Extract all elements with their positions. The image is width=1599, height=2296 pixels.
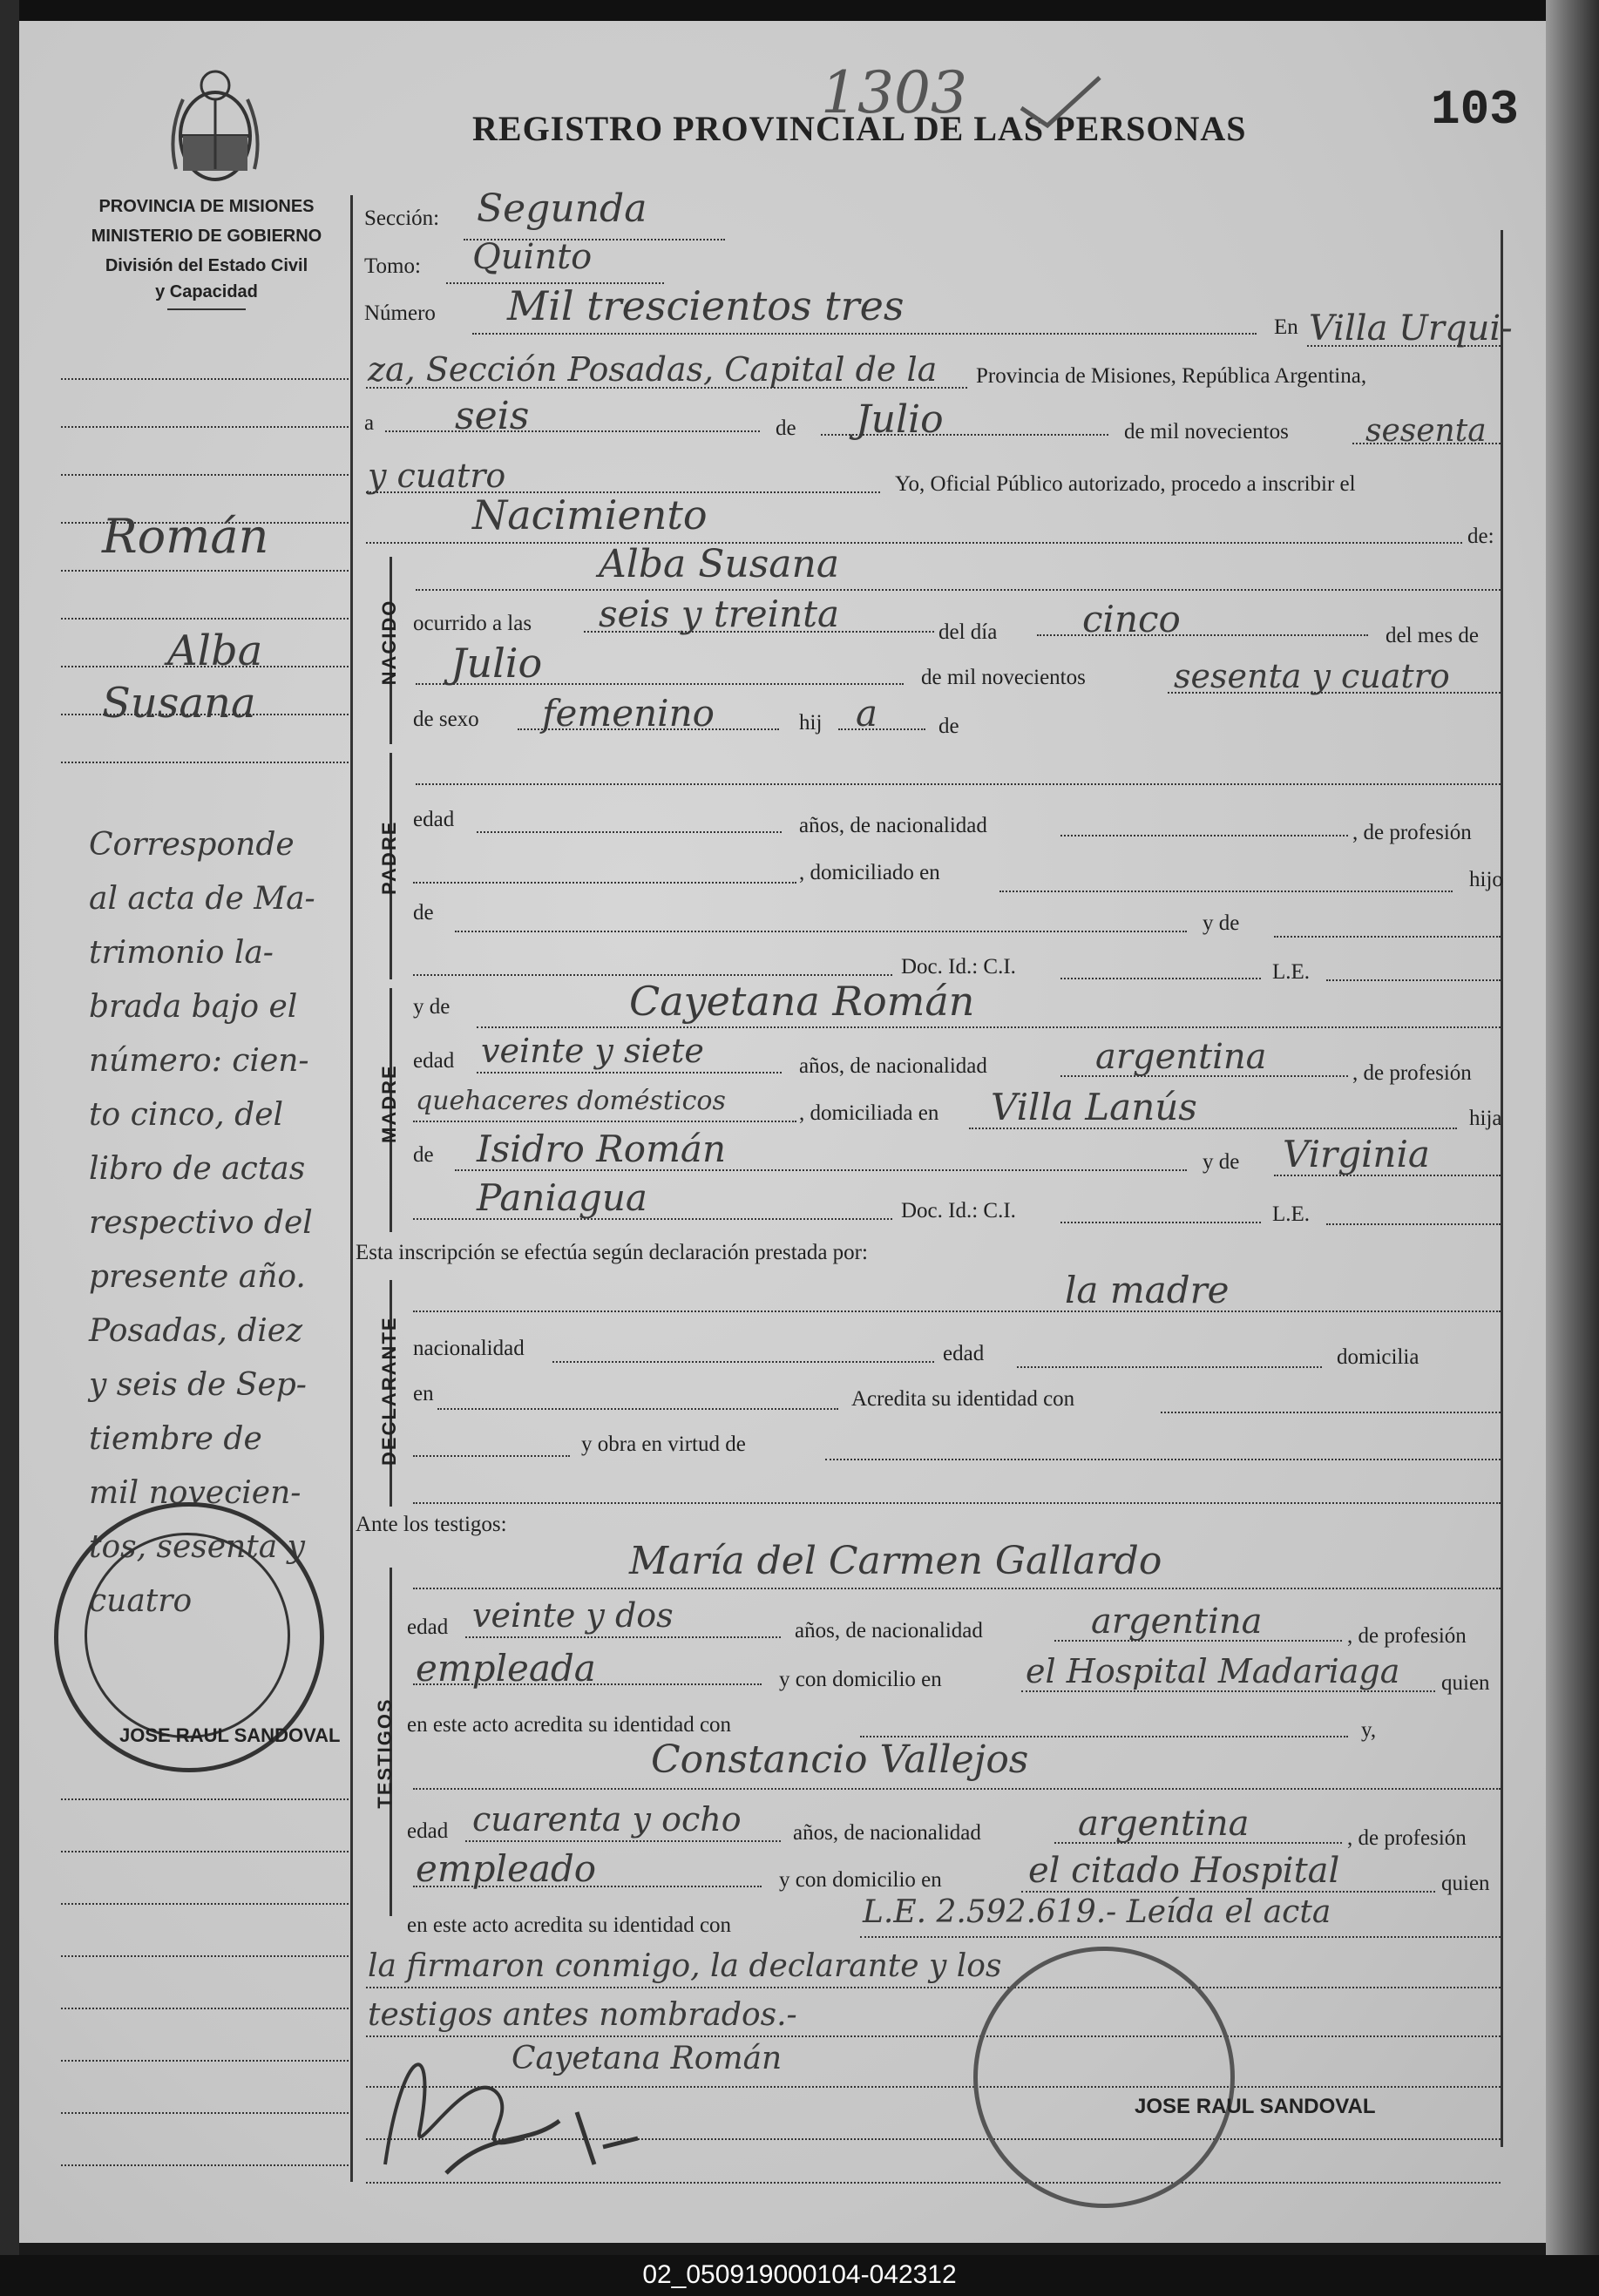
nacido-de-label: de	[938, 715, 959, 738]
t2-prof-value: empleado	[416, 1847, 597, 1890]
year-text: de mil novecientos	[1124, 420, 1289, 444]
note-line: cuatro	[89, 1583, 193, 1619]
madre-le-label: L.E.	[1272, 1202, 1311, 1226]
padre-dom-label: , domiciliado en	[799, 861, 940, 884]
declarante-label: DECLARANTE	[378, 1316, 400, 1466]
note-line: mil novecien-	[89, 1475, 302, 1511]
file-id: 02_050919000104-042312	[642, 2260, 957, 2289]
note-line: tos, sesenta y	[89, 1529, 305, 1565]
sexo-label: de sexo	[413, 708, 479, 731]
hij-label: hij	[799, 711, 823, 735]
nacido-name-value: Alba Susana	[599, 542, 840, 586]
padre-hijo-label: hijo	[1469, 868, 1503, 891]
madre-dom-value: Villa Lanús	[991, 1086, 1197, 1128]
note-line: brada bajo el	[89, 989, 298, 1025]
coat-of-arms-icon	[167, 64, 263, 186]
note-line: número: cien-	[89, 1043, 309, 1079]
nacido-label: NACIDO	[378, 599, 400, 686]
check-mark-icon	[1013, 73, 1108, 134]
madre-madre-value: Virginia	[1283, 1133, 1430, 1175]
margin-surname: Román	[102, 509, 269, 564]
left-column-divider	[350, 195, 353, 2182]
madre-y-de-label: y de	[413, 995, 451, 1019]
sexo-value: femenino	[542, 692, 715, 735]
tomo-value: Quinto	[472, 237, 593, 277]
oficial-text: Yo, Oficial Público autorizado, procedo a inscribir el	[895, 472, 1356, 496]
margin-name-1: Alba	[167, 626, 263, 675]
scan-footer	[0, 2255, 1599, 2296]
page-title: REGISTRO PROVINCIAL DE LAS PERSONAS	[472, 109, 1247, 148]
place-value: za, Sección Posadas, Capital de la	[368, 350, 938, 389]
madre-edad-label: edad	[413, 1049, 455, 1073]
t1-edad-label: edad	[407, 1615, 449, 1639]
t2-edad-value: cuarenta y ocho	[472, 1800, 742, 1839]
numero-label: Número	[364, 301, 436, 325]
madre-prof-value: quehaceres domésticos	[416, 1086, 726, 1116]
t1-y: y,	[1361, 1718, 1377, 1742]
stamp-name-left: JOSE RAUL SANDOVAL	[119, 1724, 341, 1746]
padre-label: PADRE	[378, 820, 400, 895]
declarante-nac-label: nacionalidad	[413, 1337, 525, 1360]
declarante-edad-label: edad	[943, 1342, 985, 1365]
t1-prof-label: , de profesión	[1347, 1624, 1467, 1648]
day-value: seis	[455, 394, 530, 438]
en-value: Villa Urqui-	[1309, 308, 1513, 349]
madre-padre-value: Isidro Román	[477, 1128, 727, 1170]
acto-value: Nacimiento	[472, 491, 708, 538]
testigo-2-name: Constancio Vallejos	[651, 1737, 1029, 1782]
hora-value: seis y treinta	[599, 593, 840, 635]
note-line: Corresponde	[89, 827, 295, 863]
de-label: de	[776, 417, 796, 440]
book-spine	[0, 0, 19, 2296]
note-line: presente año.	[89, 1259, 306, 1295]
note-line: y seis de Sep-	[89, 1367, 307, 1403]
t2-dom-value: el citado Hospital	[1028, 1851, 1340, 1891]
org-underline	[167, 308, 246, 310]
dia-value: cinco	[1082, 598, 1181, 640]
ocurrido-label: ocurrido a las	[413, 612, 532, 635]
note-line: libro de actas	[89, 1151, 306, 1187]
note-line: trimonio la-	[89, 935, 274, 971]
tomo-label: Tomo:	[364, 254, 421, 278]
org-line-2: MINISTERIO DE GOBIERNO	[91, 227, 322, 246]
t2-dom-label: y con domicilio en	[779, 1868, 942, 1892]
seccion-label: Sección:	[364, 207, 440, 230]
en-label: En	[1274, 315, 1298, 339]
madre-dom-label: , domiciliada en	[799, 1101, 939, 1125]
signature-mother: Cayetana Román	[512, 2041, 783, 2076]
t2-nac-label: años, de nacionalidad	[793, 1821, 981, 1845]
padre-prof-label: , de profesión	[1352, 821, 1472, 844]
t1-quien: quien	[1441, 1671, 1490, 1695]
padre-y-de-label: y de	[1203, 911, 1240, 935]
right-border	[1501, 230, 1503, 2147]
seccion-value: Segunda	[477, 186, 647, 231]
t2-quien: quien	[1441, 1872, 1490, 1895]
year-value-2: y cuatro	[368, 457, 506, 495]
a-label: a	[364, 411, 375, 435]
org-line-3: División del Estado Civil	[105, 256, 308, 275]
t2-acredita-value: L.E. 2.592.619.- Leída el acta	[863, 1894, 1331, 1930]
signature-official-icon	[437, 2095, 647, 2191]
scan-top-border	[0, 0, 1599, 21]
official-stamp-right	[973, 1947, 1235, 2208]
padre-le-label: L.E.	[1272, 960, 1311, 984]
padre-de-label: de	[413, 901, 434, 924]
t1-dom-label: y con domicilio en	[779, 1668, 942, 1691]
madre-de-label: de	[413, 1143, 434, 1167]
note-line: to cinco, del	[89, 1097, 284, 1133]
t2-edad-label: edad	[407, 1819, 449, 1843]
month-value: Julio	[856, 397, 944, 442]
madre-hija-label: hija	[1469, 1107, 1502, 1130]
note-line: respectivo del	[89, 1205, 313, 1241]
org-line-1: PROVINCIA DE MISIONES	[98, 197, 315, 216]
declarante-en-label: en	[413, 1382, 434, 1405]
madre-y-de2-label: y de	[1203, 1150, 1240, 1174]
madre-madre-value-2: Paniagua	[477, 1176, 647, 1219]
handwritten-record-number: 1303	[821, 59, 967, 126]
t2-acredita-label: en este acto acredita su identidad con	[407, 1913, 732, 1937]
del-mes-label: del mes de	[1386, 624, 1479, 647]
madre-nac-value: argentina	[1095, 1037, 1267, 1077]
hij-value: a	[856, 692, 878, 735]
declarante-intro: Esta inscripción se efectúa según declaración prestada por:	[356, 1241, 868, 1264]
madre-label: MADRE	[378, 1064, 400, 1143]
declarante-acredita-label: Acredita su identidad con	[851, 1387, 1075, 1411]
closing-line-2: testigos antes nombrados.-	[368, 1997, 797, 2033]
madre-doc-label: Doc. Id.: C.I.	[901, 1199, 1016, 1223]
official-name: JOSE RAUL SANDOVAL	[1135, 2095, 1376, 2118]
page-edge	[1546, 0, 1599, 2296]
padre-doc-label: Doc. Id.: C.I.	[901, 955, 1016, 979]
document-page	[19, 21, 1546, 2243]
padre-edad-label: edad	[413, 808, 455, 831]
t2-prof-label: , de profesión	[1347, 1826, 1467, 1850]
del-dia-label: del día	[938, 620, 998, 644]
org-line-4: y Capacidad	[155, 282, 258, 301]
t1-acredita-label: en este acto acredita su identidad con	[407, 1713, 732, 1737]
note-line: tiembre de	[89, 1421, 262, 1457]
t2-nac-value: argentina	[1078, 1804, 1250, 1844]
mes-value: Julio	[451, 640, 543, 687]
declarante-obra-label: y obra en virtud de	[581, 1432, 746, 1456]
page-number: 103	[1431, 82, 1519, 138]
de-colon-label: de:	[1467, 525, 1494, 548]
note-line: al acta de Ma-	[89, 881, 315, 917]
provincia-text: Provincia de Misiones, República Argentina,	[976, 364, 1367, 388]
year-value: sesenta	[1365, 413, 1487, 449]
t1-nac-value: argentina	[1091, 1602, 1263, 1642]
declarante-dom-label: domicilia	[1337, 1345, 1419, 1369]
padre-nac-label: años, de nacionalidad	[799, 814, 987, 837]
t1-prof-value: empleada	[416, 1647, 596, 1690]
anio-value: sesenta y cuatro	[1174, 657, 1450, 695]
madre-name-value: Cayetana Román	[629, 978, 975, 1025]
madre-edad-value: veinte y siete	[481, 1032, 704, 1070]
testigos-label: TESTIGOS	[374, 1697, 396, 1809]
t1-dom-value: el Hospital Madariaga	[1026, 1652, 1400, 1690]
note-line: Posadas, diez	[89, 1313, 303, 1349]
testigo-1-name: María del Carmen Gallardo	[629, 1539, 1162, 1583]
margin-name-2: Susana	[102, 679, 256, 728]
madre-prof-label: , de profesión	[1352, 1061, 1472, 1085]
closing-line-1: la firmaron conmigo, la declarante y los	[368, 1948, 1002, 1984]
official-stamp-left-inner	[85, 1533, 290, 1738]
numero-value: Mil trescientos tres	[507, 282, 905, 329]
testigos-intro: Ante los testigos:	[356, 1513, 507, 1536]
t1-nac-label: años, de nacionalidad	[795, 1619, 983, 1642]
t1-edad-value: veinte y dos	[472, 1596, 674, 1635]
declarante-value: la madre	[1065, 1269, 1230, 1311]
madre-nac-label: años, de nacionalidad	[799, 1054, 987, 1078]
mil-label: de mil novecientos	[921, 666, 1086, 689]
